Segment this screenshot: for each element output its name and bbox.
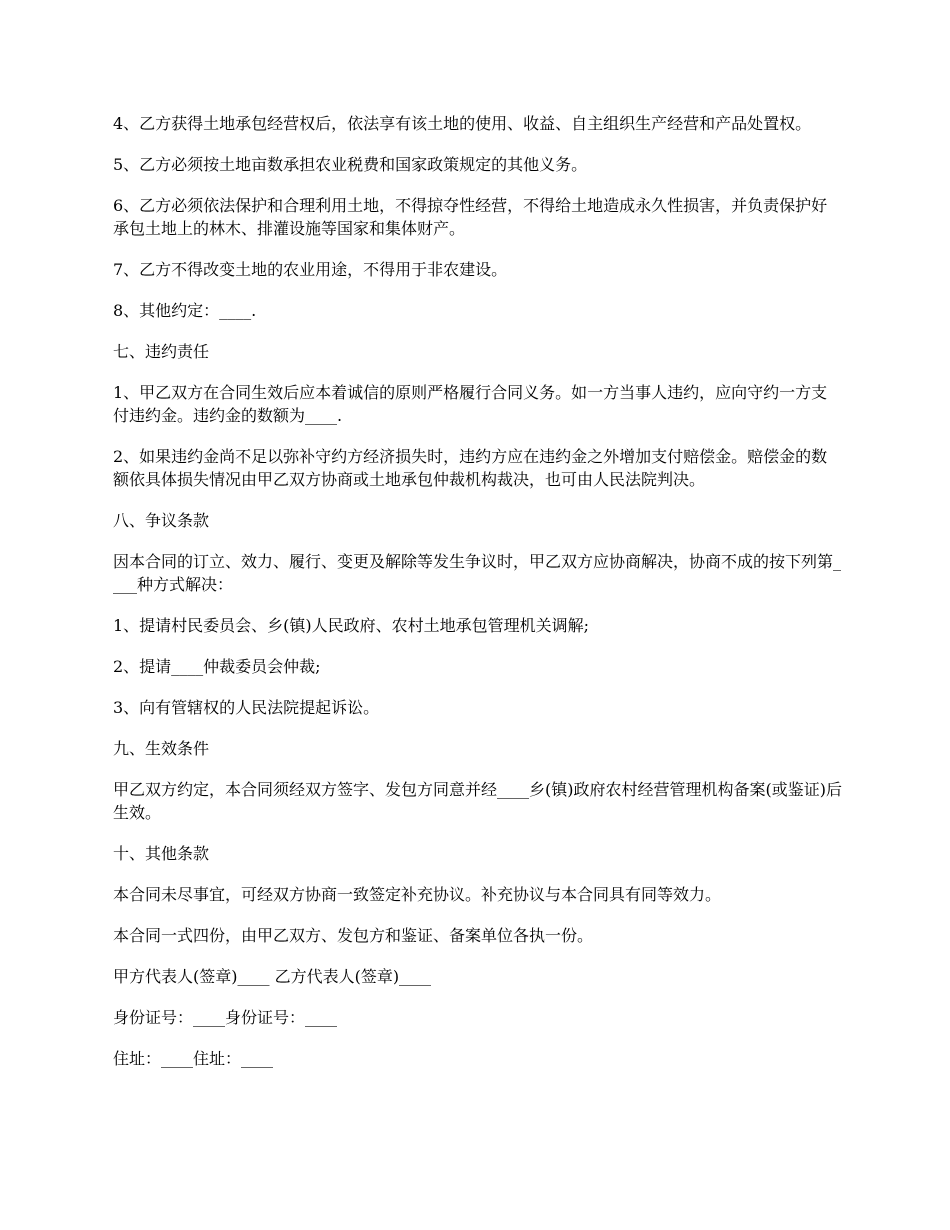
- dispute-option-1: 1、提请村民委员会、乡(镇)人民政府、农村土地承包管理机关调解;: [113, 616, 590, 635]
- dispute-option-3: 3、向有管辖权的人民法院提起诉讼。: [113, 698, 380, 717]
- clause-4: 4、乙方获得土地承包经营权后，依法享有该土地的使用、收益、自主组织生产经营和产品处置权。: [113, 114, 812, 133]
- address-line: 住址：____住址：____: [113, 1049, 274, 1068]
- dispute-intro: 因本合同的订立、效力、履行、变更及解除等发生争议时，甲乙双方应协商解决，协商不成的按下列第____种方式解决：: [113, 552, 842, 594]
- id-number-line: 身份证号：____身份证号：____: [113, 1008, 338, 1027]
- breach-clause-2: 2、如果违约金尚不足以弥补守约方经济损失时，违约方应在违约金之外增加支付赔偿金。赔偿金的数额依具体损失情况由甲乙双方协商或土地承包仲裁机构裁决，也可由人民法院判决。: [113, 447, 828, 489]
- section-heading-effective-conditions: 九、生效条件: [113, 739, 210, 758]
- clause-8: 8、其他约定：____.: [113, 301, 257, 320]
- clause-7: 7、乙方不得改变土地的农业用途，不得用于非农建设。: [113, 260, 508, 279]
- other-terms-copies: 本合同一式四份，由甲乙双方、发包方和鉴证、备案单位各执一份。: [113, 926, 594, 945]
- section-heading-other-terms: 十、其他条款: [113, 844, 210, 863]
- clause-6: 6、乙方必须依法保护和合理利用土地，不得掠夺性经营，不得给土地造成永久性损害，并负责保护好承包土地上的林木、排灌设施等国家和集体财产。: [113, 196, 828, 238]
- document-body: [113, 112, 843, 1070]
- effective-conditions-text: 甲乙双方约定，本合同须经双方签字、发包方同意并经____乡(镇)政府农村经营管理机构备案(或鉴证)后生效。: [113, 780, 842, 822]
- signature-line: 甲方代表人(签章)____ 乙方代表人(签章)____: [113, 967, 432, 986]
- clause-5: 5、乙方必须按土地亩数承担农业税费和国家政策规定的其他义务。: [113, 155, 588, 174]
- section-heading-dispute: 八、争议条款: [113, 511, 210, 530]
- breach-clause-1: 1、甲乙双方在合同生效后应本着诚信的原则严格履行合同义务。如一方当事人违约，应向守约一方支付违约金。违约金的数额为____.: [113, 383, 828, 425]
- dispute-option-2: 2、提请____仲裁委员会仲裁;: [113, 657, 321, 676]
- other-terms-supplement: 本合同未尽事宜，可经双方协商一致签定补充协议。补充协议与本合同具有同等效力。: [113, 885, 722, 904]
- section-heading-breach-liability: 七、违约责任: [113, 342, 210, 361]
